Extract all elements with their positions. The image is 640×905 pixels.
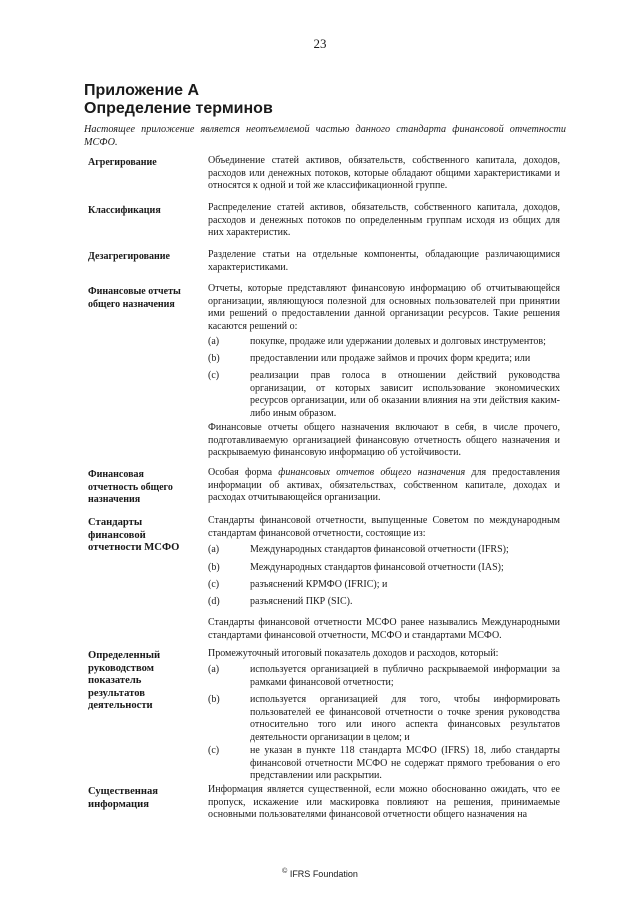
term-gp-reports: Финансовые отчеты общего назначения — [88, 286, 181, 310]
list-item-text: предоставлении или продаже займов и прочих форм кредита; или — [250, 353, 531, 364]
list-item-text: используется организацией для того, чтобы информировать пользователей ее финансовой отчетности о точке зрения руководства относительно того или иного аспекта финансовых результатов деятельности организации в целом; и — [250, 694, 560, 743]
list-item-text: не указан в пункте 118 стандарта МСФО (IFRS) 18, либо стандарты финансовой отчетности МСФО не содержат прямого требования о его представлении или раскрытии. — [250, 745, 560, 781]
definition-text: для предоставления информации об активах, обязательствах, собственном капитале, доходах и расходах отчитывающейся организации. — [208, 467, 560, 503]
term-aggregation: Агрегирование — [88, 157, 157, 168]
intro-statement: Настоящее приложение является неотъемлемой частью данного стандарта финансовой отчетности МСФО. — [84, 124, 566, 148]
footer — [0, 868, 640, 879]
term-disaggregation: Дезагрегирование — [88, 251, 170, 262]
definition-mpm: Промежуточный итоговый показатель доходов и расходов, который: — [208, 648, 499, 659]
list-item-label: (a) — [208, 664, 220, 675]
definition-ifrs-standards: Стандарты финансовой отчетности, выпущенные Советом по международным стандартам финансовой отчетности, состоящие из: — [208, 515, 560, 539]
list-item-label: (b) — [208, 694, 220, 705]
list-item-label: (c) — [208, 579, 220, 590]
definition-disaggregation: Разделение статьи на отдельные компоненты, обладающие различающимися характеристиками. — [208, 249, 560, 273]
definition-aggregation: Объединение статей активов, обязательств, собственного капитала, доходов, расходов или денежных потоков, которые обладают общими характеристиками и относятся к одной и той же классификационной группе. — [208, 155, 560, 191]
list-item-text: реализации прав голоса в отношении действий руководства организации, от которых зависит использование экономических ресурсов организации, или об оказании влияния на эти действия каким-либо иным образом. — [250, 370, 560, 419]
list-item-text: Международных стандартов финансовой отчетности (IAS); — [250, 562, 504, 573]
list-item-label: (c) — [208, 370, 220, 381]
list-item-text: разъяснений ПКР (SIC). — [250, 596, 353, 607]
note-ifrs-standards: Стандарты финансовой отчетности МСФО ранее назывались Международными стандартами финансовой отчетности, МСФО и стандартами МСФО. — [208, 617, 560, 641]
copyright-symbol: © — [282, 868, 288, 875]
list-item-text: покупке, продаже или удержании долевых и долговых инструментов; — [250, 336, 546, 347]
definition-text: Особая форма — [208, 467, 279, 478]
appendix-title: Приложение A — [84, 82, 200, 99]
term-ifrs-standards: Стандарты финансовой отчетности МСФО — [88, 517, 180, 553]
list-item-text: используется организацией в публично раскрываемой информации за рамками финансовой отчетности; — [250, 664, 560, 688]
list-item-text: разъяснений КРМФО (IFRIC); и — [250, 579, 388, 590]
list-item-label: (d) — [208, 596, 220, 607]
list-item-text: Международных стандартов финансовой отчетности (IFRS); — [250, 544, 509, 555]
section-title: Определение терминов — [84, 100, 273, 117]
term-mpm: Определенный руководством показатель результатов деятельности — [88, 650, 161, 711]
page-number: 23 — [313, 36, 327, 51]
defined-term-reference: финансовых отчетов общего назначения — [278, 467, 466, 478]
definition-classification: Распределение статей активов, обязательств, собственного капитала, доходов, расходов и денежных потоков по определенным группам исходя из общих для них характеристик. — [208, 202, 560, 238]
list-item-label: (a) — [208, 544, 220, 555]
definition-gp-statements — [208, 467, 560, 505]
term-gp-statements: Финансовая отчетность общего назначения — [88, 469, 173, 505]
list-item-label: (c) — [208, 745, 220, 756]
definition-material: Информация является существенной, если можно обоснованно ожидать, что ее пропуск, искажение или маскировка повлияют на решения, принимаемые основными пользователями финансовой отчетности общего назначения на — [208, 784, 560, 820]
term-classification: Классификация — [88, 205, 161, 216]
note-gp-reports: Финансовые отчеты общего назначения включают в себя, в числе прочего, подготавливаемую организацией финансовую отчетность общего назначения и раскрываемую финансовую информацию об устойчивости. — [208, 422, 560, 458]
list-item-label: (b) — [208, 562, 220, 573]
list-item-label: (a) — [208, 336, 220, 347]
list-item-label: (b) — [208, 353, 220, 364]
term-material: Существенная информация — [88, 786, 159, 810]
definition-gp-reports: Отчеты, которые представляют финансовую информацию об отчитывающейся организации, являющуюся полезной для основных пользователей при принятии ими решений о предоставлении данной организации ресурсов. Такие решения касаются решений о: — [208, 283, 560, 332]
footer-text: IFRS Foundation — [289, 869, 358, 879]
